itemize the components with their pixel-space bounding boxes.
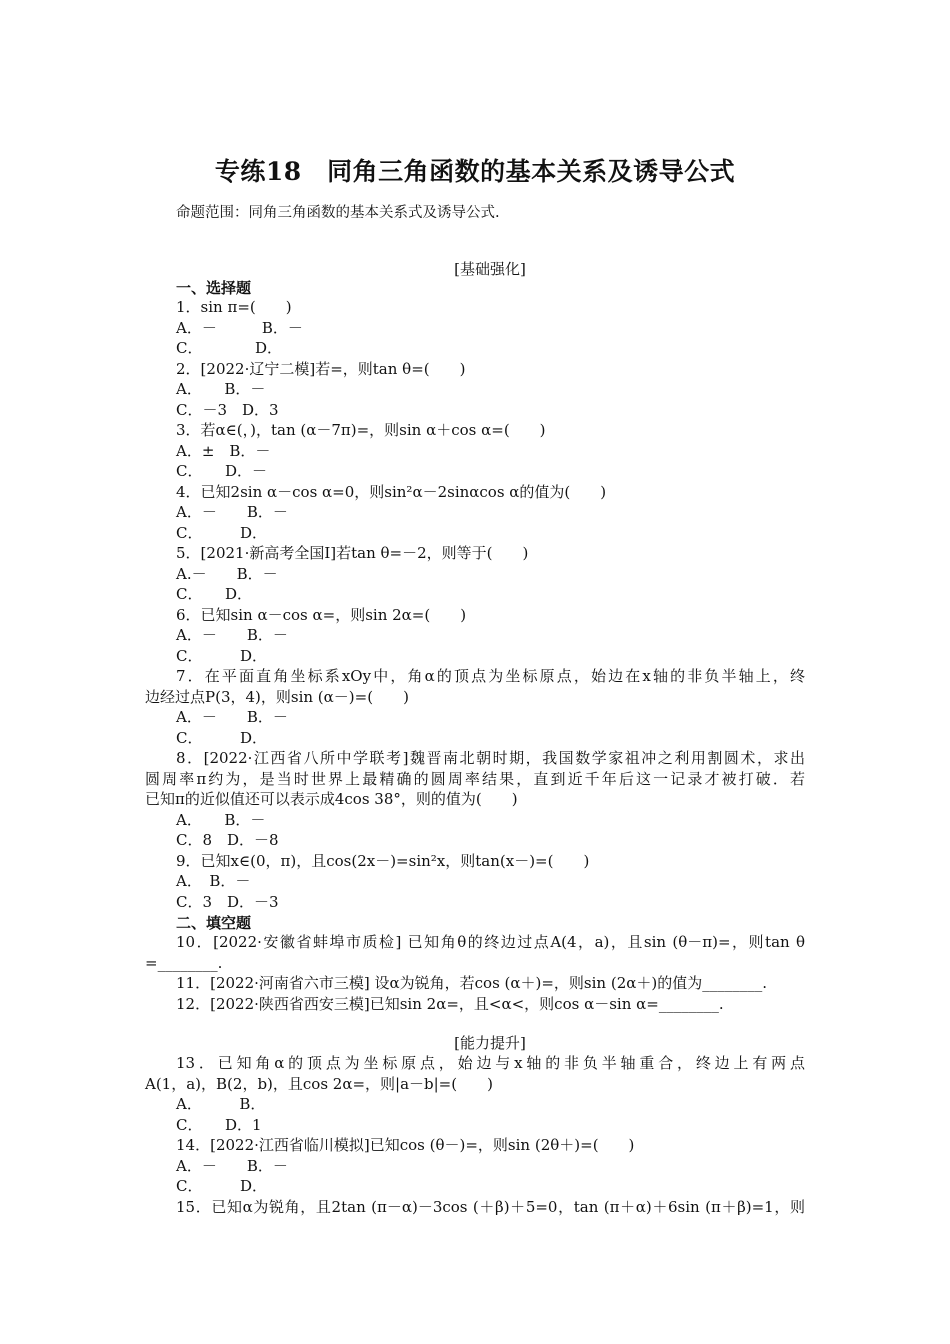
- question-line-cont: A(1，a)，B(2，b)，且cos 2α=，则|a－b|=( ): [145, 1075, 493, 1093]
- section-basic: [基础强化]: [454, 260, 526, 278]
- scope-note: 命题范围：同角三角函数的基本关系式及诱导公式.: [176, 205, 500, 221]
- question-line-cont: 圆周率π约为，是当时世界上最精确的圆周率结果，直到近千年后这一记录才被打破．若: [145, 770, 805, 788]
- heading-fill: 二、填空题: [176, 914, 252, 932]
- question-line-cont: 已知π的近似值还可以表示成4cos 38°，则的值为( ): [145, 790, 518, 808]
- option-line: C． D．: [176, 647, 268, 665]
- option-line: C． D．: [176, 729, 268, 747]
- option-line: A．－ B．－: [176, 626, 288, 644]
- question-line: 8．[2022·江西省八所中学联考]魏晋南北朝时期，我国数学家祖冲之利用割圆术，求出: [176, 749, 805, 767]
- question-line: 10．[2022·安徽省蚌埠市质检] 已知角θ的终边过点A(4，a)，且sin (θ－π)=，则tan θ: [176, 933, 805, 951]
- option-line: A．－ B．－: [176, 708, 288, 726]
- option-line: A．± B．－: [176, 442, 271, 460]
- option-line: A．－ B．－: [176, 1157, 288, 1175]
- option-line: A.－ B．－: [176, 565, 278, 583]
- option-line: A． B．－: [176, 872, 251, 890]
- question-line: 7．在平面直角坐标系xOy中，角α的顶点为坐标原点，始边在x轴的非负半轴上，终: [176, 667, 805, 685]
- question-line: 2．[2022·辽宁二模]若=，则tan θ=( ): [176, 360, 466, 378]
- heading-choice: 一、选择题: [176, 279, 252, 297]
- question-line: 1．sin π=( ): [176, 298, 292, 316]
- option-line: A． B．: [176, 1095, 266, 1113]
- question-line: 15．已知α为锐角，且2tan (π－α)－3cos (＋β)＋5=0，tan (π＋α)＋6sin (π＋β)=1，则: [176, 1198, 805, 1216]
- question-line: 6．已知sin α－cos α=，则sin 2α=( ): [176, 606, 467, 624]
- question-line: 3．若α∈(，)，tan (α－7π)=，则sin α＋cos α=( ): [176, 421, 546, 439]
- question-line-cont: =________.: [145, 954, 223, 972]
- option-line: A． B．－: [176, 811, 266, 829]
- section-advanced: [能力提升]: [454, 1034, 526, 1052]
- question-line: 5．[2021·新高考全国Ⅰ]若tan θ=－2，则等于( ): [176, 544, 529, 562]
- option-line: C．8 D．－8: [176, 831, 279, 849]
- option-line: C． D．: [176, 339, 283, 357]
- question-line: 14．[2022·江西省临川模拟]已知cos (θ－)=，则sin (2θ＋)=( ): [176, 1136, 635, 1154]
- option-line: C． D．1: [176, 1116, 262, 1134]
- option-line: A．－ B．－: [176, 319, 303, 337]
- question-line: 11．[2022·河南省六市三模] 设α为锐角，若cos (α＋)=，则sin (2α＋)的值为________.: [176, 974, 768, 992]
- question-line: 4．已知2sin α－cos α=0，则sin²α－2sinαcos α的值为( ): [176, 483, 607, 501]
- option-line: A． B．－: [176, 380, 266, 398]
- option-line: C． D．: [176, 1177, 268, 1195]
- option-line: C． D．: [176, 585, 253, 603]
- question-line-cont: 边经过点P(3，4)，则sin (α－)=( ): [145, 688, 409, 706]
- question-line: 9．已知x∈(0，π)，且cos(2x－)=sin²x，则tan(x－)=( ): [176, 852, 590, 870]
- page-title: 专练18 同角三角函数的基本关系及诱导公式: [214, 157, 736, 186]
- option-line: A．－ B．－: [176, 503, 288, 521]
- question-line: 13．已知角α的顶点为坐标原点，始边与x轴的非负半轴重合，终边上有两点: [176, 1054, 805, 1072]
- option-line: C．3 D．－3: [176, 893, 279, 911]
- question-line: 12．[2022·陕西省西安三模]已知sin 2α=，且<α<，则cos α－sin α=________.: [176, 995, 724, 1013]
- option-line: C．－3 D．3: [176, 401, 279, 419]
- option-line: C． D．: [176, 524, 268, 542]
- option-line: C． D．－: [176, 462, 268, 480]
